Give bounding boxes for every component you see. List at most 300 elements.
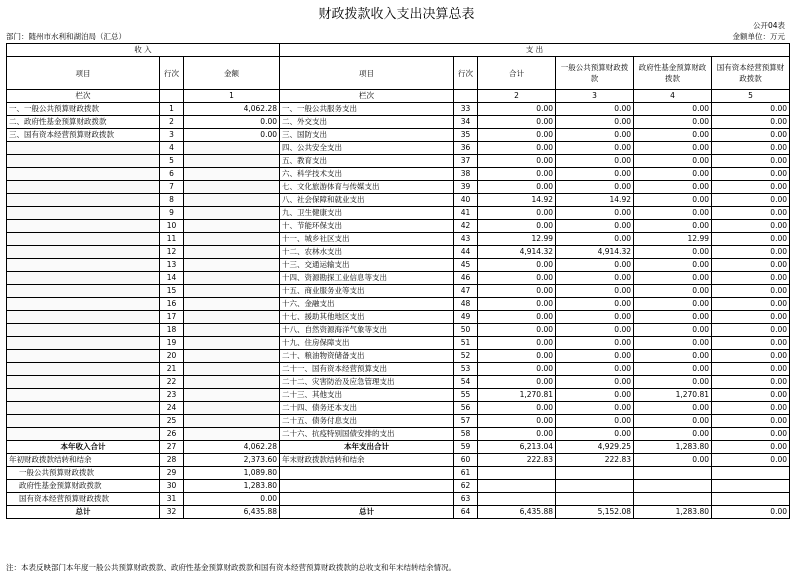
income-line-cell: 6	[160, 168, 184, 181]
begin-fund-amount: 1,283.80	[184, 480, 280, 493]
expense-line-cell: 36	[454, 142, 478, 155]
expense-line-cell: 34	[454, 116, 478, 129]
department-label: 部门：随州市水利和湖泊局（汇总）	[6, 32, 126, 41]
expense-item-header: 项目	[280, 57, 454, 90]
table-row	[7, 311, 790, 324]
table-row	[7, 129, 790, 142]
income-amount-header: 金额	[184, 57, 280, 90]
income-amount-cell	[184, 194, 280, 207]
table-row	[7, 155, 790, 168]
expense-total-cell: 0.00	[478, 415, 556, 428]
expense-item-cell: 七、文化旅游体育与传媒支出	[280, 181, 454, 194]
blank-cell	[634, 480, 712, 493]
expense-line-cell: 51	[454, 337, 478, 350]
expense-line-cell: 33	[454, 103, 478, 116]
end-line-61: 61	[454, 467, 478, 480]
table-row	[7, 285, 790, 298]
blank-cell	[634, 493, 712, 506]
expense-line-cell: 42	[454, 220, 478, 233]
income-line-cell: 18	[160, 324, 184, 337]
expense-total-cell: 0.00	[478, 324, 556, 337]
income-line-cell: 19	[160, 337, 184, 350]
blank-cell	[280, 480, 454, 493]
income-line-cell: 25	[160, 415, 184, 428]
table-row	[7, 298, 790, 311]
begin-general-label: 一般公共预算财政拨款	[7, 467, 160, 480]
income-line-cell: 11	[160, 233, 184, 246]
blank-cell	[478, 493, 556, 506]
expense-state-cell: 0.00	[712, 415, 790, 428]
expense-general-cell: 0.00	[556, 298, 634, 311]
expense-general-cell: 0.00	[556, 402, 634, 415]
blank-cell	[280, 467, 454, 480]
form-number: 公开04表	[752, 21, 785, 30]
expense-general-cell: 0.00	[556, 428, 634, 441]
expense-item-cell: 十六、金融支出	[280, 298, 454, 311]
income-item-cell	[7, 259, 160, 272]
expense-fund-cell: 0.00	[634, 259, 712, 272]
expense-item-cell: 八、社会保障和就业支出	[280, 194, 454, 207]
income-item-cell	[7, 363, 160, 376]
income-item-cell	[7, 324, 160, 337]
begin-general-amount: 1,089.80	[184, 467, 280, 480]
expense-line-cell: 55	[454, 389, 478, 402]
expense-fund-cell: 0.00	[634, 272, 712, 285]
income-line-cell: 17	[160, 311, 184, 324]
expense-fund-cell: 0.00	[634, 428, 712, 441]
col-no-label-expense: 栏次	[280, 90, 454, 103]
end-line-62: 62	[454, 480, 478, 493]
expense-general-cell: 0.00	[556, 285, 634, 298]
expense-general-cell: 0.00	[556, 129, 634, 142]
begin-state-label: 国有资本经营预算财政拨款	[7, 493, 160, 506]
expense-total-cell: 0.00	[478, 298, 556, 311]
end-balance-state: 0.00	[712, 454, 790, 467]
expense-state-cell: 0.00	[712, 428, 790, 441]
grand-total-row	[7, 506, 790, 519]
expense-fund-cell: 0.00	[634, 194, 712, 207]
expense-item-cell: 十一、城乡社区支出	[280, 233, 454, 246]
expense-total-cell: 0.00	[478, 207, 556, 220]
income-amount-cell	[184, 311, 280, 324]
income-item-cell	[7, 285, 160, 298]
col-no-blank-expense	[454, 90, 478, 103]
income-amount-cell: 0.00	[184, 129, 280, 142]
blank-cell	[556, 467, 634, 480]
expense-general-cell: 0.00	[556, 389, 634, 402]
expense-total-cell: 0.00	[478, 350, 556, 363]
expense-fund-cell: 0.00	[634, 363, 712, 376]
blank-cell	[478, 480, 556, 493]
begin-general-line: 29	[160, 467, 184, 480]
grand-expense-line: 64	[454, 506, 478, 519]
page-title: 财政拨款收入支出决算总表	[318, 7, 475, 22]
table-row	[7, 220, 790, 233]
income-line-cell: 14	[160, 272, 184, 285]
table-row	[7, 402, 790, 415]
expense-item-cell: 二十三、其他支出	[280, 389, 454, 402]
grand-income-line: 32	[160, 506, 184, 519]
col-no-1: 1	[184, 90, 280, 103]
expense-total-state: 0.00	[712, 441, 790, 454]
income-line-cell: 8	[160, 194, 184, 207]
footnote: 注：本表反映部门本年度一般公共预算财政拨款、政府性基金预算财政拨款和国有资本经营预算财政拨款的总收支和年末结转结余情况。	[6, 563, 456, 572]
income-line-cell: 22	[160, 376, 184, 389]
expense-line-cell: 45	[454, 259, 478, 272]
expense-item-cell: 一、一般公共服务支出	[280, 103, 454, 116]
table-row	[7, 415, 790, 428]
income-amount-cell	[184, 155, 280, 168]
expense-line-cell: 53	[454, 363, 478, 376]
income-line-cell: 24	[160, 402, 184, 415]
col-no-blank	[160, 90, 184, 103]
income-line-cell: 9	[160, 207, 184, 220]
expense-line-cell: 57	[454, 415, 478, 428]
expense-item-cell: 二十四、债务还本支出	[280, 402, 454, 415]
income-amount-cell	[184, 428, 280, 441]
income-amount-cell	[184, 207, 280, 220]
expense-line-cell: 37	[454, 155, 478, 168]
blank-cell	[280, 493, 454, 506]
table-row	[7, 324, 790, 337]
grand-expense-state: 0.00	[712, 506, 790, 519]
end-balance-fund: 0.00	[634, 454, 712, 467]
blank-cell	[478, 467, 556, 480]
expense-item-cell: 三、国防支出	[280, 129, 454, 142]
expense-line-cell: 52	[454, 350, 478, 363]
table-row	[7, 207, 790, 220]
state-capital-header: 国有资本经营预算财政拨款	[712, 57, 790, 90]
expense-state-cell: 0.00	[712, 285, 790, 298]
income-line-cell: 1	[160, 103, 184, 116]
income-amount-cell	[184, 324, 280, 337]
end-balance-total: 222.83	[478, 454, 556, 467]
expense-line-cell: 39	[454, 181, 478, 194]
expense-general-cell: 0.00	[556, 259, 634, 272]
end-line-63: 63	[454, 493, 478, 506]
income-item-cell	[7, 233, 160, 246]
expense-state-cell: 0.00	[712, 389, 790, 402]
expense-state-cell: 0.00	[712, 142, 790, 155]
expense-line-cell: 46	[454, 272, 478, 285]
expense-item-cell: 十七、援助其他地区支出	[280, 311, 454, 324]
income-amount-cell	[184, 168, 280, 181]
expense-total-cell: 14.92	[478, 194, 556, 207]
income-item-cell	[7, 220, 160, 233]
income-item-cell: 三、国有资本经营预算财政拨款	[7, 129, 160, 142]
table-row	[7, 337, 790, 350]
table-row	[7, 350, 790, 363]
expense-fund-cell: 0.00	[634, 298, 712, 311]
expense-line-cell: 43	[454, 233, 478, 246]
expense-item-cell: 二十六、抗疫特别国债安排的支出	[280, 428, 454, 441]
income-amount-cell	[184, 350, 280, 363]
expense-total-cell: 0.00	[478, 103, 556, 116]
expense-state-cell: 0.00	[712, 181, 790, 194]
expense-fund-cell: 0.00	[634, 337, 712, 350]
income-line-cell: 7	[160, 181, 184, 194]
expense-state-cell: 0.00	[712, 324, 790, 337]
expense-item-cell: 五、教育支出	[280, 155, 454, 168]
table-row	[7, 116, 790, 129]
expense-line-header: 行次	[454, 57, 478, 90]
income-section-header: 收 入	[7, 44, 280, 57]
expense-total-cell: 0.00	[478, 337, 556, 350]
expense-item-cell: 十九、住房保障支出	[280, 337, 454, 350]
expense-fund-cell: 0.00	[634, 116, 712, 129]
income-item-cell	[7, 142, 160, 155]
expense-total-cell: 0.00	[478, 285, 556, 298]
expense-fund-cell: 0.00	[634, 220, 712, 233]
expense-general-cell: 4,914.32	[556, 246, 634, 259]
expense-item-cell: 九、卫生健康支出	[280, 207, 454, 220]
blank-cell	[634, 467, 712, 480]
column-header-row	[7, 57, 790, 90]
income-amount-cell	[184, 181, 280, 194]
income-line-cell: 26	[160, 428, 184, 441]
expense-fund-cell: 0.00	[634, 246, 712, 259]
income-item-cell	[7, 168, 160, 181]
fund-budget-header: 政府性基金预算财政拨款	[634, 57, 712, 90]
begin-state-row	[7, 493, 790, 506]
income-amount-cell	[184, 376, 280, 389]
income-item-cell	[7, 376, 160, 389]
expense-general-cell: 0.00	[556, 168, 634, 181]
income-line-cell: 20	[160, 350, 184, 363]
expense-line-cell: 41	[454, 207, 478, 220]
expense-fund-cell: 0.00	[634, 311, 712, 324]
expense-total-label: 本年支出合计	[280, 441, 454, 454]
table-row	[7, 259, 790, 272]
expense-state-cell: 0.00	[712, 259, 790, 272]
expense-state-cell: 0.00	[712, 350, 790, 363]
table-row	[7, 194, 790, 207]
expense-general-cell: 0.00	[556, 324, 634, 337]
begin-fund-row	[7, 480, 790, 493]
expense-line-cell: 50	[454, 324, 478, 337]
income-amount-cell: 4,062.28	[184, 103, 280, 116]
income-amount-cell	[184, 246, 280, 259]
end-balance-label: 年末财政拨款结转和结余	[280, 454, 454, 467]
expense-fund-cell: 0.00	[634, 142, 712, 155]
expense-fund-cell: 12.99	[634, 233, 712, 246]
expense-item-cell: 十、节能环保支出	[280, 220, 454, 233]
expense-general-cell: 0.00	[556, 155, 634, 168]
expense-total-cell: 0.00	[478, 155, 556, 168]
expense-general-cell: 0.00	[556, 116, 634, 129]
income-line-cell: 4	[160, 142, 184, 155]
income-amount-cell	[184, 272, 280, 285]
expense-total-cell: 0.00	[478, 402, 556, 415]
blank-cell	[556, 493, 634, 506]
expense-total-general: 4,929.25	[556, 441, 634, 454]
income-line-cell: 10	[160, 220, 184, 233]
col-no-4: 4	[634, 90, 712, 103]
expense-total-cell: 0.00	[478, 220, 556, 233]
expense-state-cell: 0.00	[712, 233, 790, 246]
expense-general-cell: 0.00	[556, 233, 634, 246]
grand-expense-fund: 1,283.80	[634, 506, 712, 519]
table-row	[7, 103, 790, 116]
table-row	[7, 389, 790, 402]
income-amount-cell	[184, 363, 280, 376]
grand-expense-general: 5,152.08	[556, 506, 634, 519]
income-item-cell: 一、一般公共预算财政拨款	[7, 103, 160, 116]
table-row	[7, 272, 790, 285]
expense-state-cell: 0.00	[712, 363, 790, 376]
unit-label: 金额单位：万元	[732, 32, 785, 41]
expense-general-cell: 0.00	[556, 103, 634, 116]
income-item-cell	[7, 207, 160, 220]
income-item-cell	[7, 272, 160, 285]
expense-fund-cell: 0.00	[634, 103, 712, 116]
expense-fund-cell: 0.00	[634, 402, 712, 415]
expense-general-cell: 0.00	[556, 142, 634, 155]
expense-total-cell: 0.00	[478, 259, 556, 272]
expense-total-cell: 0.00	[478, 181, 556, 194]
section-header-row	[7, 44, 790, 57]
expense-state-cell: 0.00	[712, 168, 790, 181]
income-line-cell: 12	[160, 246, 184, 259]
income-amount-cell	[184, 298, 280, 311]
income-line-cell: 16	[160, 298, 184, 311]
expense-line-cell: 38	[454, 168, 478, 181]
begin-balance-label: 年初财政拨款结转和结余	[7, 454, 160, 467]
expense-item-cell: 二、外交支出	[280, 116, 454, 129]
expense-total-fund: 1,283.80	[634, 441, 712, 454]
income-item-cell	[7, 246, 160, 259]
expense-general-cell: 0.00	[556, 181, 634, 194]
expense-state-cell: 0.00	[712, 272, 790, 285]
income-amount-cell	[184, 142, 280, 155]
budget-table	[6, 43, 790, 519]
blank-cell	[712, 480, 790, 493]
expense-general-cell: 0.00	[556, 207, 634, 220]
begin-balance-amount: 2,373.60	[184, 454, 280, 467]
income-item-cell	[7, 337, 160, 350]
income-line-cell: 3	[160, 129, 184, 142]
table-row	[7, 168, 790, 181]
expense-fund-cell: 0.00	[634, 350, 712, 363]
expense-state-cell: 0.00	[712, 103, 790, 116]
income-item-cell	[7, 155, 160, 168]
income-amount-cell	[184, 259, 280, 272]
expense-general-cell: 0.00	[556, 376, 634, 389]
income-total-row	[7, 441, 790, 454]
income-line-cell: 21	[160, 363, 184, 376]
income-item-cell	[7, 194, 160, 207]
income-line-cell: 2	[160, 116, 184, 129]
expense-general-cell: 14.92	[556, 194, 634, 207]
expense-total-cell: 4,914.32	[478, 246, 556, 259]
begin-general-row	[7, 467, 790, 480]
income-item-header: 项目	[7, 57, 160, 90]
expense-state-cell: 0.00	[712, 376, 790, 389]
col-no-label: 栏次	[7, 90, 160, 103]
expense-item-cell: 十五、商业服务业等支出	[280, 285, 454, 298]
expense-total-cell: 0.00	[478, 168, 556, 181]
income-item-cell	[7, 298, 160, 311]
income-amount-cell	[184, 415, 280, 428]
income-amount-cell	[184, 389, 280, 402]
expense-item-cell: 二十、粮油物资储备支出	[280, 350, 454, 363]
expense-item-cell: 二十一、国有资本经营预算支出	[280, 363, 454, 376]
begin-state-amount: 0.00	[184, 493, 280, 506]
table-row	[7, 363, 790, 376]
expense-fund-cell: 0.00	[634, 129, 712, 142]
expense-item-cell: 四、公共安全支出	[280, 142, 454, 155]
col-no-5: 5	[712, 90, 790, 103]
income-item-cell	[7, 402, 160, 415]
end-balance-line: 60	[454, 454, 478, 467]
general-budget-header: 一般公共预算财政拨款	[556, 57, 634, 90]
grand-income-label: 总计	[7, 506, 160, 519]
table-row	[7, 246, 790, 259]
begin-fund-line: 30	[160, 480, 184, 493]
expense-line-cell: 49	[454, 311, 478, 324]
expense-fund-cell: 0.00	[634, 376, 712, 389]
table-row	[7, 142, 790, 155]
expense-item-cell: 二十五、债务付息支出	[280, 415, 454, 428]
grand-expense-label: 总计	[280, 506, 454, 519]
begin-balance-line: 28	[160, 454, 184, 467]
income-amount-cell	[184, 220, 280, 233]
expense-line-cell: 56	[454, 402, 478, 415]
expense-fund-cell: 0.00	[634, 207, 712, 220]
expense-total-total: 6,213.04	[478, 441, 556, 454]
expense-state-cell: 0.00	[712, 246, 790, 259]
expense-line-cell: 44	[454, 246, 478, 259]
expense-total-cell: 0.00	[478, 142, 556, 155]
income-line-cell: 15	[160, 285, 184, 298]
expense-item-cell: 十三、交通运输支出	[280, 259, 454, 272]
income-total-amount: 4,062.28	[184, 441, 280, 454]
begin-state-line: 31	[160, 493, 184, 506]
income-amount-cell	[184, 337, 280, 350]
balance-row	[7, 454, 790, 467]
expense-general-cell: 0.00	[556, 363, 634, 376]
expense-item-cell: 十八、自然资源海洋气象等支出	[280, 324, 454, 337]
expense-item-cell: 二十二、灾害防治及应急管理支出	[280, 376, 454, 389]
expense-state-cell: 0.00	[712, 337, 790, 350]
income-total-line: 27	[160, 441, 184, 454]
expense-item-cell: 十二、农林水支出	[280, 246, 454, 259]
income-amount-cell	[184, 402, 280, 415]
expense-fund-cell: 0.00	[634, 155, 712, 168]
expense-state-cell: 0.00	[712, 194, 790, 207]
expense-general-cell: 0.00	[556, 220, 634, 233]
expense-fund-cell: 1,270.81	[634, 389, 712, 402]
grand-income-amount: 6,435.88	[184, 506, 280, 519]
expense-section-header: 支 出	[280, 44, 790, 57]
expense-line-cell: 35	[454, 129, 478, 142]
expense-total-cell: 0.00	[478, 129, 556, 142]
expense-state-cell: 0.00	[712, 207, 790, 220]
expense-total-cell: 0.00	[478, 272, 556, 285]
expense-state-cell: 0.00	[712, 155, 790, 168]
income-amount-cell	[184, 285, 280, 298]
expense-total-cell: 12.99	[478, 233, 556, 246]
col-no-3: 3	[556, 90, 634, 103]
expense-state-cell: 0.00	[712, 311, 790, 324]
blank-cell	[556, 480, 634, 493]
expense-total-cell: 0.00	[478, 428, 556, 441]
table-row	[7, 181, 790, 194]
expense-total-cell: 0.00	[478, 376, 556, 389]
expense-total-line: 59	[454, 441, 478, 454]
income-item-cell	[7, 311, 160, 324]
income-item-cell	[7, 428, 160, 441]
